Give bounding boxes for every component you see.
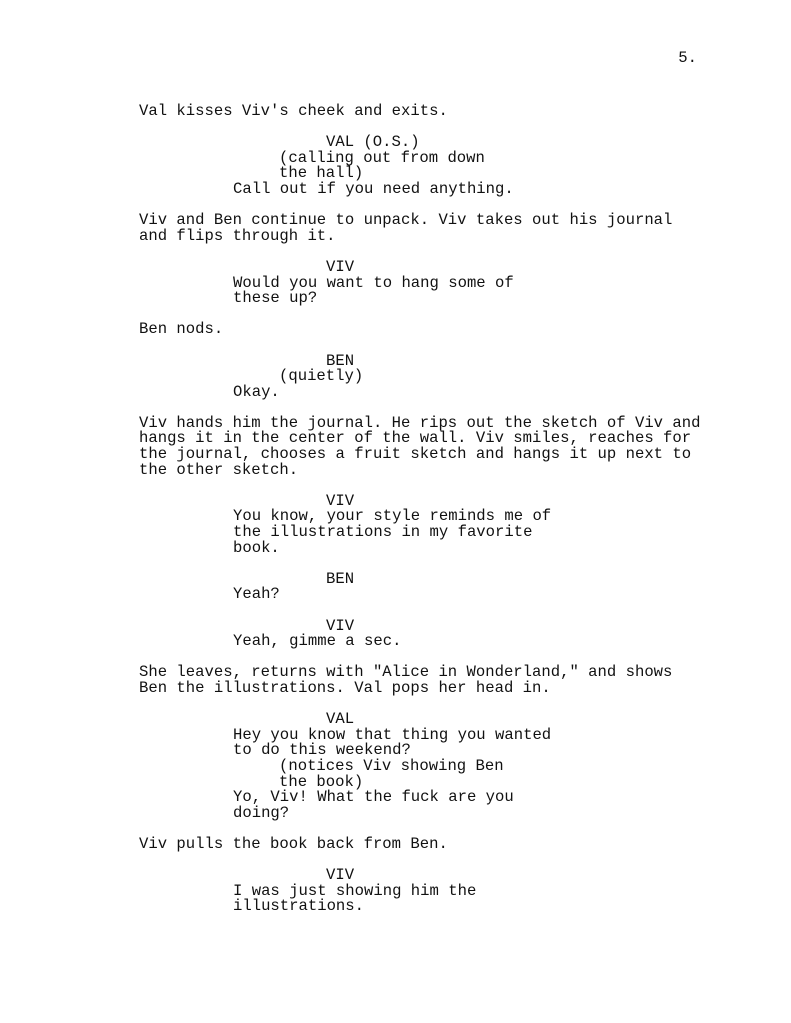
- dialogue-line: Hey you know that thing you wanted to do this weekend?: [233, 725, 552, 760]
- parenthetical: (notices Viv showing Ben the book): [279, 756, 504, 791]
- page-number: 5.: [678, 49, 697, 67]
- character-name: BEN: [326, 351, 355, 370]
- character-name: VAL (O.S.): [326, 133, 420, 152]
- dialogue-line: I was just showing him the illustrations.: [233, 881, 477, 916]
- action-line: Ben nods.: [139, 320, 224, 339]
- action-line: She leaves, returns with "Alice in Wonderland," and shows Ben the illustrations. Val pops her head in.: [139, 663, 673, 697]
- action-line: Val kisses Viv's cheek and exits.: [139, 102, 448, 120]
- character-name: BEN: [326, 569, 355, 588]
- dialogue-line: Would you want to hang some of these up?: [233, 273, 514, 308]
- character-name: VAL: [326, 710, 355, 729]
- action-line: Viv pulls the book back from Ben.: [139, 834, 448, 853]
- script-body: [139, 104, 739, 930]
- parenthetical: (calling out from down the hall): [279, 148, 485, 183]
- dialogue-line: Yo, Viv! What the fuck are you doing?: [233, 788, 514, 822]
- dialogue-line: Okay.: [233, 382, 280, 401]
- dialogue-line: Call out if you need anything.: [233, 179, 514, 198]
- character-name: VIV: [326, 257, 355, 276]
- dialogue-line: Yeah, gimme a sec.: [233, 632, 402, 651]
- dialogue-line: Yeah?: [233, 585, 280, 604]
- character-name: VIV: [326, 866, 355, 885]
- character-name: VIV: [326, 616, 355, 635]
- parenthetical: (quietly): [279, 367, 364, 386]
- action-line: Viv hands him the journal. He rips out the sketch of Viv and hangs it in the center of the wall. Viv smiles, reaches for the journal, chooses a fruit sketch and hangs it up next to the other sketch.: [139, 413, 701, 479]
- dialogue-line: You know, your style reminds me of the illustrations in my favorite book.: [233, 507, 552, 557]
- character-name: VIV: [326, 491, 355, 510]
- action-line: Viv and Ben continue to unpack. Viv takes out his journal and flips through it.: [139, 211, 673, 245]
